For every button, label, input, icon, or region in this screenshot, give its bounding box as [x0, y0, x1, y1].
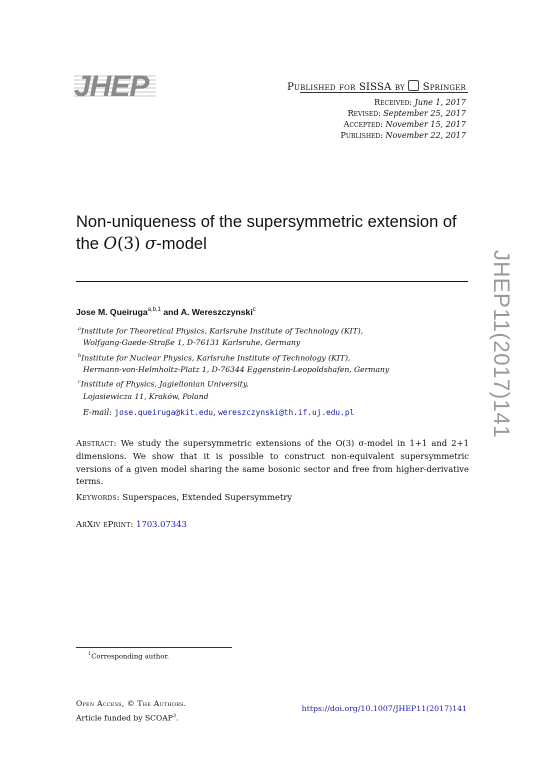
- email-label: E-mail:: [83, 408, 112, 417]
- keywords: [76, 492, 292, 502]
- arxiv-link[interactable]: 1703.07343: [136, 519, 187, 529]
- abstract: [76, 437, 469, 488]
- abstract-label: Abstract:: [76, 438, 117, 448]
- author-emails: E-mail: jose.queiruga@kit.edu, wereszczynski@th.if.uj.edu.pl: [83, 408, 355, 417]
- date-published: Published: November 22, 2017: [340, 131, 466, 140]
- arxiv-label: ArXiv ePrint:: [76, 519, 134, 529]
- author-list: Jose M. Queiruga$^{a,b,1}$ and A. Wereszczynski$^c$: [76, 307, 256, 317]
- publication-dates: [341, 97, 467, 141]
- title-rule: [76, 281, 468, 282]
- title-line-1: Non-uniqueness of the supersymmetric extension of: [76, 213, 457, 231]
- journal-logo: [74, 70, 156, 103]
- funding-line: Article funded by SCOAP$^3$.: [76, 713, 179, 723]
- sidebar-text: JHEP11(2017)141: [489, 249, 514, 439]
- date-accepted: Accepted: November 15, 2017: [343, 120, 466, 129]
- keywords-label: Keywords:: [76, 492, 120, 502]
- footnote: $^1$Corresponding author.: [88, 651, 170, 661]
- published-rule: [300, 92, 468, 93]
- publisher-name: Springer: [422, 82, 466, 93]
- affiliations: [78, 324, 389, 404]
- affiliation-b: $^b$Institute for Nuclear Physics, Karlsruhe Institute of Technology (KIT), Hermann-von-Helmholtz-Platz 1, D-76344 Eggenstein-Leopoldshafen, Germany: [78, 352, 390, 374]
- sidebar-identifier: [481, 204, 521, 484]
- open-access-line: Open Access, © The Authors.: [76, 699, 187, 708]
- open-access-notice: [76, 698, 186, 725]
- paper-title: [76, 212, 476, 255]
- date-revised: Revised: September 25, 2017: [347, 109, 466, 118]
- arxiv-eprint: [76, 519, 187, 529]
- keywords-text: Superspaces, Extended Supersymmetry: [119, 492, 293, 502]
- published-for-label: Published for SISSA by: [287, 82, 405, 93]
- doi-link[interactable]: https://doi.org/10.1007/JHEP11(2017)141: [301, 704, 467, 713]
- author-1: Jose M. Queiruga: [76, 307, 148, 317]
- affiliation-c: $^c$Institute of Physics, Jagiellonian University, Lojasiewicza 11, Kraków, Poland: [78, 379, 249, 401]
- email-link-1[interactable]: jose.queiruga@kit.edu: [114, 408, 213, 417]
- affiliation-a: $^a$Institute for Theoretical Physics, Karlsruhe Institute of Technology (KIT), Wolfgang-Gaede-Straße 1, D-76131 Karlsruhe, Germany: [78, 326, 364, 348]
- springer-icon: [408, 80, 419, 91]
- logo-text: JHEP: [74, 70, 149, 103]
- date-received: Received: June 1, 2017: [374, 98, 466, 107]
- author-2: A. Wereszczynski: [180, 307, 253, 317]
- footnote-rule: [76, 647, 232, 648]
- title-line-2: the O(3) σ-model: [76, 234, 207, 253]
- abstract-text: We study the supersymmetric extensions of the O(3) σ-model in 1+1 and 2+1 dimensions. We show that it is possible to construct non-equivalent supersymmetric versions of a given model sharing the same bosonic sector and free from higher-derivative terms.: [76, 438, 469, 487]
- email-link-2[interactable]: wereszczynski@th.if.uj.edu.pl: [218, 408, 355, 417]
